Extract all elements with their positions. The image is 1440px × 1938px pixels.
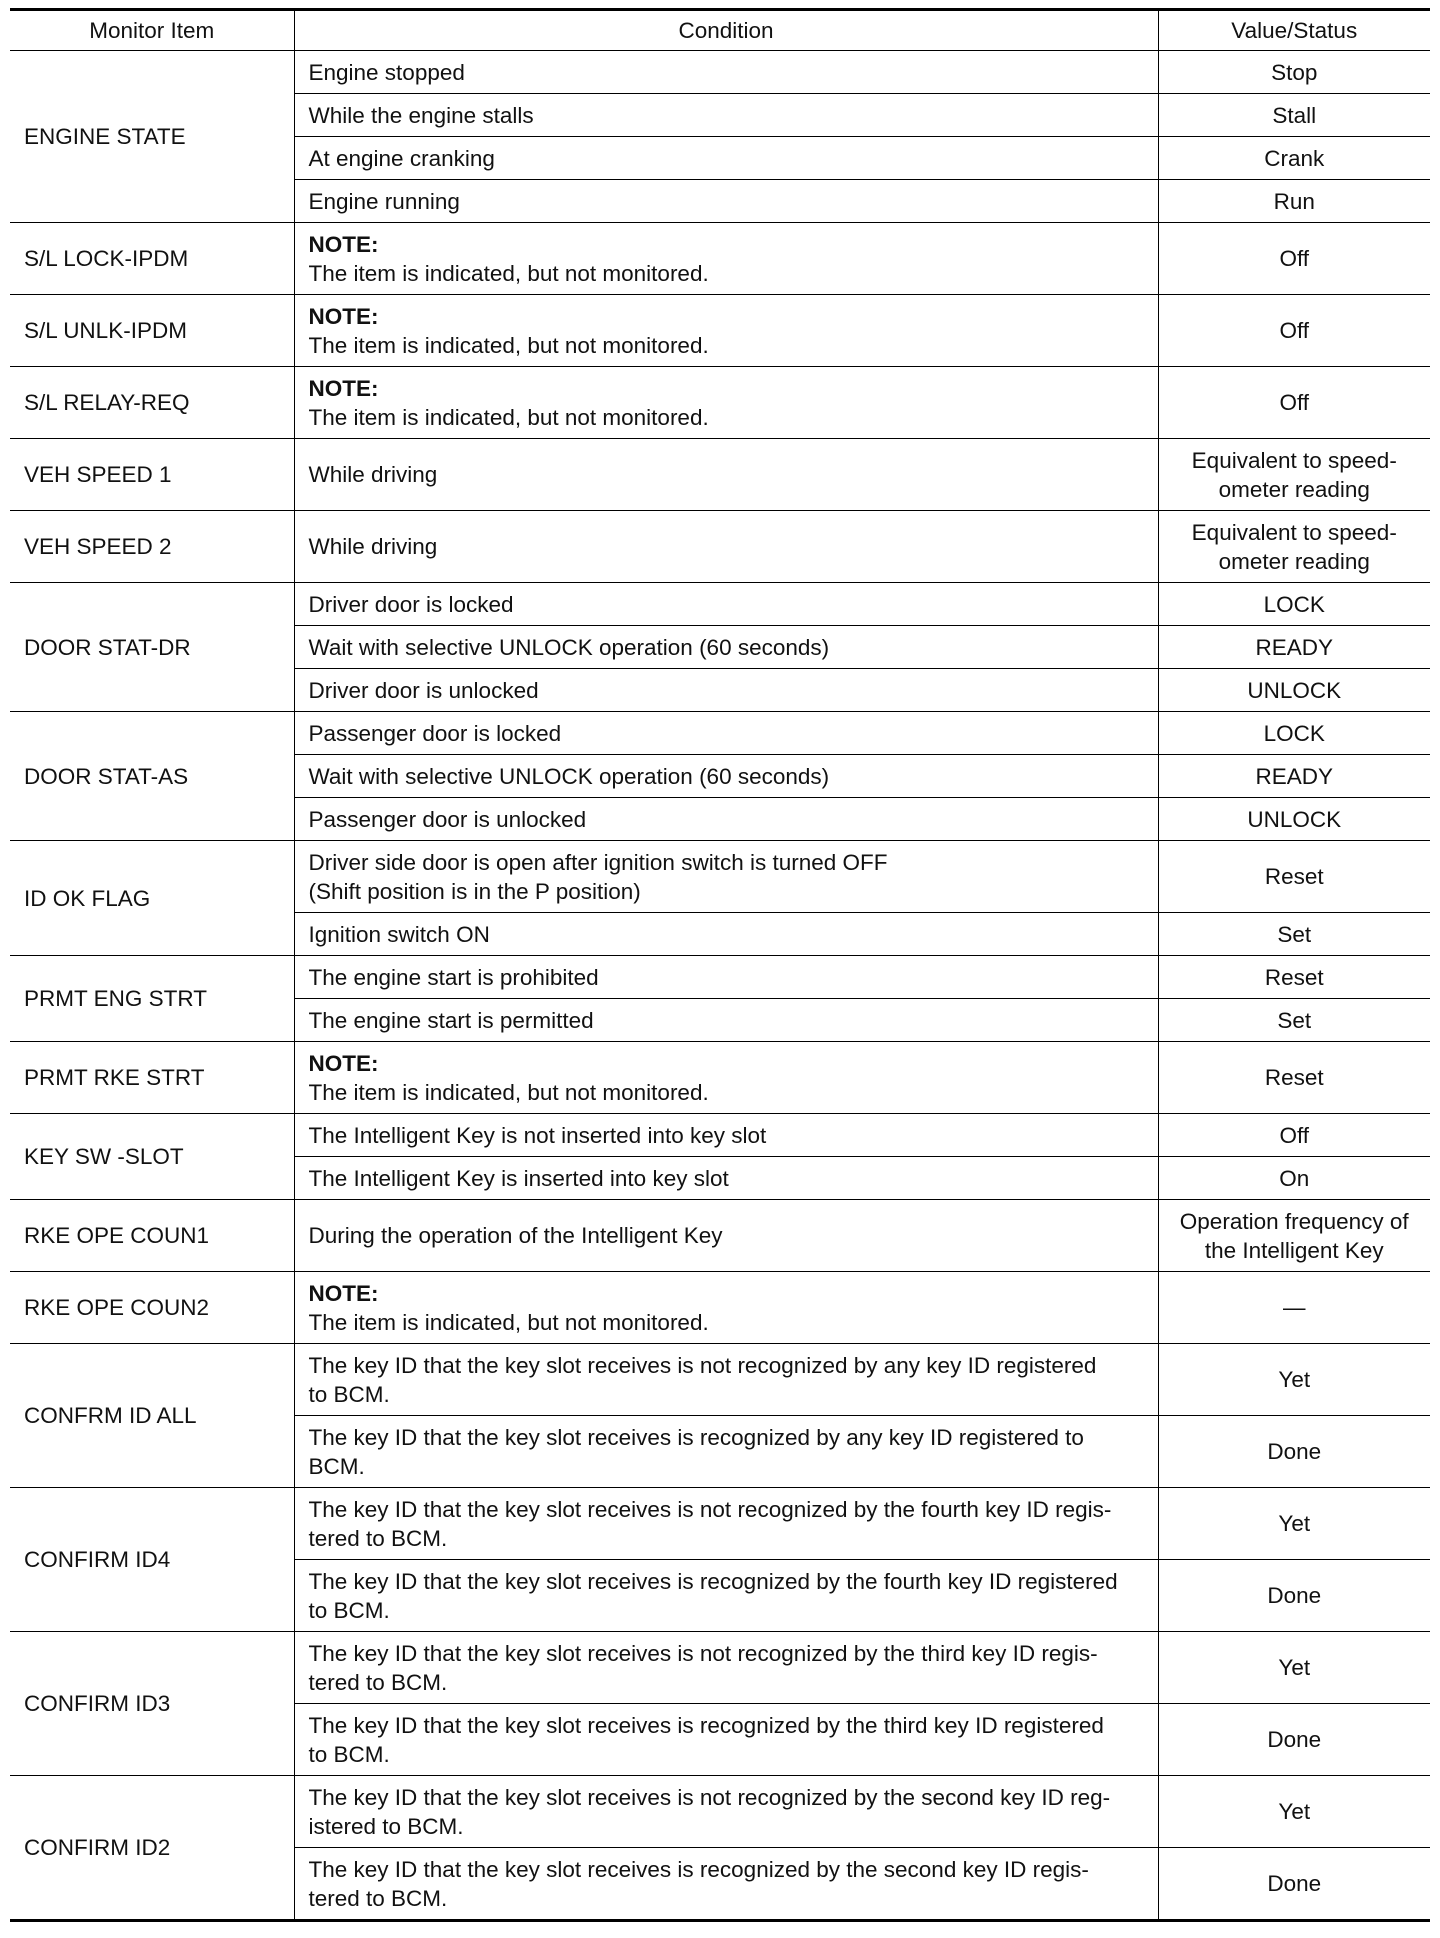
table-row <box>10 583 1430 626</box>
condition-note-cell <box>294 367 1158 439</box>
table-row <box>10 367 1430 439</box>
value-status-cell: LOCK <box>1158 712 1430 755</box>
condition-note-cell <box>294 223 1158 295</box>
condition-cell: The key ID that the key slot receives is not recognized by any key ID registered to BCM. <box>294 1344 1158 1416</box>
condition-cell: The key ID that the key slot receives is not recognized by the fourth key ID regis- tered to BCM. <box>294 1488 1158 1560</box>
monitor-item-cell: DOOR STAT-DR <box>10 583 294 712</box>
table-body <box>10 51 1430 1921</box>
monitor-item-cell: DOOR STAT-AS <box>10 712 294 841</box>
note-text: The item is indicated, but not monitored. <box>308 404 709 430</box>
table-row <box>10 439 1430 511</box>
condition-note-cell <box>294 295 1158 367</box>
monitor-item-cell: PRMT RKE STRT <box>10 1042 294 1114</box>
value-status-cell: Done <box>1158 1416 1430 1488</box>
value-status-cell: On <box>1158 1157 1430 1200</box>
value-status-cell: Done <box>1158 1560 1430 1632</box>
table-row <box>10 1776 1430 1848</box>
value-status-cell: Reset <box>1158 956 1430 999</box>
monitor-item-cell: S/L RELAY-REQ <box>10 367 294 439</box>
table-row <box>10 51 1430 94</box>
value-status-cell: Reset <box>1158 841 1430 913</box>
monitor-item-cell: RKE OPE COUN1 <box>10 1200 294 1272</box>
condition-cell: Passenger door is locked <box>294 712 1158 755</box>
condition-cell: Driver door is locked <box>294 583 1158 626</box>
table-row <box>10 1488 1430 1560</box>
value-status-cell: Yet <box>1158 1776 1430 1848</box>
condition-note-cell <box>294 1042 1158 1114</box>
table-row <box>10 1632 1430 1704</box>
value-status-cell: Done <box>1158 1704 1430 1776</box>
monitor-item-cell: PRMT ENG STRT <box>10 956 294 1042</box>
note-label: NOTE: <box>308 1280 379 1306</box>
condition-cell: The engine start is prohibited <box>294 956 1158 999</box>
monitor-item-cell: CONFIRM ID4 <box>10 1488 294 1632</box>
condition-cell: Ignition switch ON <box>294 913 1158 956</box>
condition-cell: The key ID that the key slot receives is not recognized by the third key ID regis- tered to BCM. <box>294 1632 1158 1704</box>
condition-cell: The key ID that the key slot receives is recognized by the third key ID registered to BCM. <box>294 1704 1158 1776</box>
condition-cell: While driving <box>294 439 1158 511</box>
value-status-cell: READY <box>1158 626 1430 669</box>
value-status-cell: Set <box>1158 913 1430 956</box>
value-status-cell: Set <box>1158 999 1430 1042</box>
value-status-cell: Off <box>1158 1114 1430 1157</box>
note-text: The item is indicated, but not monitored. <box>308 260 709 286</box>
condition-cell: At engine cranking <box>294 137 1158 180</box>
table-row <box>10 1114 1430 1157</box>
condition-cell: Engine running <box>294 180 1158 223</box>
monitor-item-cell: VEH SPEED 1 <box>10 439 294 511</box>
monitor-item-cell: KEY SW -SLOT <box>10 1114 294 1200</box>
condition-cell: During the operation of the Intelligent Key <box>294 1200 1158 1272</box>
value-status-cell: — <box>1158 1272 1430 1344</box>
monitor-item-cell: ENGINE STATE <box>10 51 294 223</box>
table-row <box>10 1344 1430 1416</box>
value-status-cell: LOCK <box>1158 583 1430 626</box>
table-header <box>10 10 1430 51</box>
table-row <box>10 956 1430 999</box>
value-status-cell: Off <box>1158 367 1430 439</box>
condition-cell: Wait with selective UNLOCK operation (60 seconds) <box>294 626 1158 669</box>
condition-cell: Wait with selective UNLOCK operation (60 seconds) <box>294 755 1158 798</box>
condition-cell: Engine stopped <box>294 51 1158 94</box>
monitor-table <box>10 8 1430 1922</box>
monitor-item-cell: RKE OPE COUN2 <box>10 1272 294 1344</box>
monitor-item-cell: VEH SPEED 2 <box>10 511 294 583</box>
condition-cell: The Intelligent Key is not inserted into key slot <box>294 1114 1158 1157</box>
value-status-cell: Off <box>1158 223 1430 295</box>
note-label: NOTE: <box>308 375 379 401</box>
header-row <box>10 10 1430 51</box>
condition-cell: The Intelligent Key is inserted into key slot <box>294 1157 1158 1200</box>
value-status-cell: UNLOCK <box>1158 669 1430 712</box>
table-row <box>10 511 1430 583</box>
note-text: The item is indicated, but not monitored. <box>308 1309 709 1335</box>
monitor-item-cell: S/L UNLK-IPDM <box>10 295 294 367</box>
condition-cell: The key ID that the key slot receives is recognized by the fourth key ID registered to BCM. <box>294 1560 1158 1632</box>
condition-cell: The key ID that the key slot receives is recognized by any key ID registered to BCM. <box>294 1416 1158 1488</box>
value-status-cell: Equivalent to speed- ometer reading <box>1158 511 1430 583</box>
column-header-condition: Condition <box>294 10 1158 51</box>
value-status-cell: Done <box>1158 1848 1430 1921</box>
value-status-cell: Stall <box>1158 94 1430 137</box>
value-status-cell: Yet <box>1158 1632 1430 1704</box>
value-status-cell: Crank <box>1158 137 1430 180</box>
value-status-cell: Yet <box>1158 1344 1430 1416</box>
condition-cell: Driver door is unlocked <box>294 669 1158 712</box>
table-row <box>10 223 1430 295</box>
table-row <box>10 1200 1430 1272</box>
table-row <box>10 1272 1430 1344</box>
value-status-cell: READY <box>1158 755 1430 798</box>
table-row <box>10 712 1430 755</box>
monitor-item-cell: CONFIRM ID2 <box>10 1776 294 1921</box>
value-status-cell: Run <box>1158 180 1430 223</box>
value-status-cell: Equivalent to speed- ometer reading <box>1158 439 1430 511</box>
value-status-cell: Reset <box>1158 1042 1430 1114</box>
value-status-cell: UNLOCK <box>1158 798 1430 841</box>
note-label: NOTE: <box>308 1050 379 1076</box>
note-label: NOTE: <box>308 303 379 329</box>
condition-cell: Driver side door is open after ignition switch is turned OFF (Shift position is in the P position) <box>294 841 1158 913</box>
column-header-value-status: Value/Status <box>1158 10 1430 51</box>
condition-note-cell <box>294 1272 1158 1344</box>
table-row <box>10 295 1430 367</box>
condition-cell: The key ID that the key slot receives is not recognized by the second key ID reg- istered to BCM. <box>294 1776 1158 1848</box>
note-label: NOTE: <box>308 231 379 257</box>
monitor-table-sheet <box>10 8 1430 1922</box>
table-row <box>10 841 1430 913</box>
value-status-cell: Operation frequency of the Intelligent Key <box>1158 1200 1430 1272</box>
monitor-item-cell: CONFRM ID ALL <box>10 1344 294 1488</box>
condition-cell: The key ID that the key slot receives is recognized by the second key ID regis- tered to BCM. <box>294 1848 1158 1921</box>
value-status-cell: Stop <box>1158 51 1430 94</box>
monitor-item-cell: S/L LOCK-IPDM <box>10 223 294 295</box>
value-status-cell: Yet <box>1158 1488 1430 1560</box>
monitor-item-cell: CONFIRM ID3 <box>10 1632 294 1776</box>
note-text: The item is indicated, but not monitored. <box>308 332 709 358</box>
condition-cell: Passenger door is unlocked <box>294 798 1158 841</box>
condition-cell: While the engine stalls <box>294 94 1158 137</box>
table-row <box>10 1042 1430 1114</box>
note-text: The item is indicated, but not monitored. <box>308 1079 709 1105</box>
column-header-monitor-item: Monitor Item <box>10 10 294 51</box>
condition-cell: While driving <box>294 511 1158 583</box>
value-status-cell: Off <box>1158 295 1430 367</box>
condition-cell: The engine start is permitted <box>294 999 1158 1042</box>
monitor-item-cell: ID OK FLAG <box>10 841 294 956</box>
